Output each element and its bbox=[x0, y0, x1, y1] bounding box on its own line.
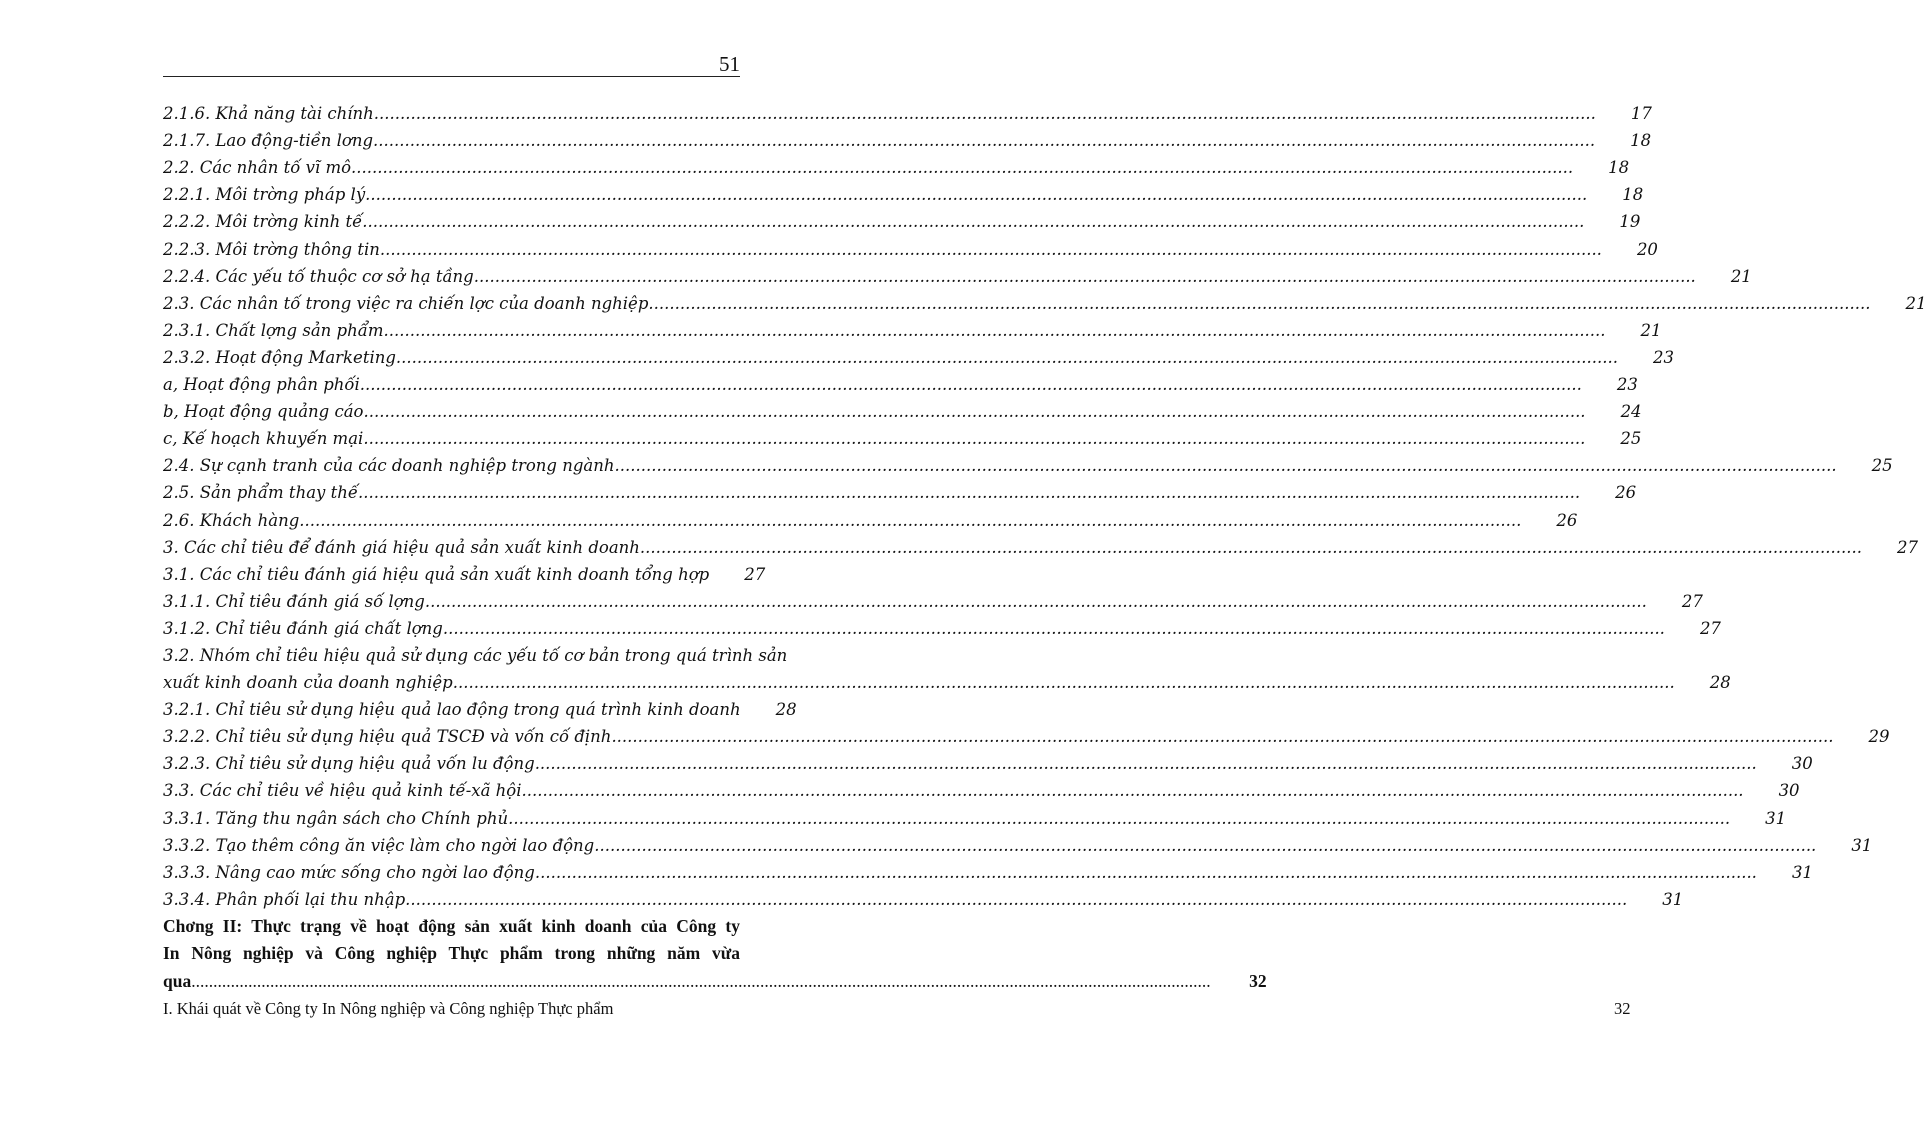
leader-dots bbox=[648, 290, 1870, 317]
leader-dots bbox=[351, 154, 1573, 181]
toc-entry[interactable] bbox=[163, 886, 1684, 913]
toc-entry-page: 28 bbox=[1709, 673, 1731, 693]
leader-dots bbox=[405, 886, 1627, 913]
toc-entry[interactable] bbox=[163, 208, 1641, 235]
toc-entry-text: a, Hoạt động phân phối bbox=[163, 375, 360, 395]
toc-entry-text: 3.1.1. Chỉ tiêu đánh giá số lợng bbox=[163, 591, 425, 611]
toc-entry-text: 3.3. Các chỉ tiêu về hiệu quả kinh tế-xã hội bbox=[163, 781, 522, 801]
toc-entry-page: 25 bbox=[1871, 456, 1893, 476]
leader-dots bbox=[611, 723, 1833, 750]
toc-entry[interactable] bbox=[163, 263, 1752, 290]
toc-entry-text: 2.6. Khách hàng bbox=[163, 510, 300, 530]
toc-entry-page: 18 bbox=[1608, 158, 1630, 178]
toc-entry[interactable] bbox=[163, 127, 1652, 154]
toc-entry-page: 31 bbox=[1851, 835, 1873, 855]
toc-entry[interactable] bbox=[163, 615, 1721, 642]
toc-entry[interactable] bbox=[163, 750, 1813, 777]
leader-dots bbox=[615, 452, 1837, 479]
leader-dots bbox=[364, 398, 1586, 425]
toc-entry-text: 2.1.7. Lao động-tiền lơng bbox=[163, 131, 374, 151]
toc-entry-page: 17 bbox=[1630, 104, 1652, 124]
toc-entry-page: 29 bbox=[1868, 727, 1890, 747]
leader-dots bbox=[535, 750, 1757, 777]
leader-dots bbox=[358, 479, 1580, 506]
toc-entry-text: xuất kinh doanh của doanh nghiệp bbox=[163, 673, 453, 693]
toc-entry[interactable] bbox=[163, 859, 1813, 886]
toc-entry-page: 27 bbox=[1699, 618, 1721, 638]
toc-entry-text: I. Khái quát về Công ty In Nông nghiệp và Công nghiệp Thực phẩm bbox=[163, 999, 614, 1019]
toc-entry[interactable] bbox=[163, 398, 1642, 425]
leader-dots bbox=[380, 236, 1602, 263]
toc-entry-text: 3. Các chỉ tiêu để đánh giá hiệu quả sản xuất kinh doanh bbox=[163, 537, 640, 557]
toc-chapter-2[interactable] bbox=[163, 913, 1267, 995]
toc-list-part2 bbox=[163, 696, 1890, 913]
leader-dots bbox=[191, 968, 1210, 995]
leader-dots bbox=[508, 805, 1730, 832]
toc-entry[interactable] bbox=[163, 479, 1637, 506]
toc-entry[interactable] bbox=[163, 100, 1652, 127]
header-rule bbox=[163, 76, 740, 77]
toc-entry[interactable] bbox=[163, 154, 1630, 181]
toc-entry[interactable] bbox=[163, 832, 1873, 859]
leader-dots bbox=[522, 777, 1744, 804]
toc-entry-text: 3.3.4. Phân phối lại thu nhập bbox=[163, 889, 406, 909]
toc-entry-text: 3.2. Nhóm chỉ tiêu hiệu quả sử dụng các yếu tố cơ bản trong quá trình sản bbox=[163, 645, 788, 665]
toc-entry-page: 27 bbox=[1681, 591, 1703, 611]
toc-entry-page: 31 bbox=[1791, 862, 1813, 882]
leader-dots bbox=[535, 859, 1757, 886]
toc-entry-text: 2.2.4. Các yếu tố thuộc cơ sở hạ tầng bbox=[163, 266, 474, 286]
toc-entry-text: 3.3.2. Tạo thêm công ăn việc làm cho ngời lao động bbox=[163, 835, 595, 855]
toc-entry-continuation bbox=[163, 669, 1731, 696]
toc-entry-page: 18 bbox=[1622, 185, 1644, 205]
toc-entry-page: 32 bbox=[1614, 999, 1631, 1019]
toc-entry-page: 18 bbox=[1630, 131, 1652, 151]
leader-dots bbox=[374, 100, 1596, 127]
toc-entry[interactable] bbox=[163, 371, 1638, 398]
toc-entry[interactable] bbox=[163, 425, 1642, 452]
toc-entry-text: 2.3.1. Chất lợng sản phẩm bbox=[163, 320, 384, 340]
toc-entry-3-2[interactable] bbox=[163, 642, 1731, 696]
toc-entry-text: 3.1. Các chỉ tiêu đánh giá hiệu quả sản xuất kinh doanh tổng hợp bbox=[163, 564, 710, 584]
toc-entry-page: 31 bbox=[1662, 889, 1684, 909]
toc-entry-text: 3.2.2. Chỉ tiêu sử dụng hiệu quả TSCĐ và vốn cố định bbox=[163, 727, 612, 747]
toc-entry-page: 26 bbox=[1556, 510, 1578, 530]
toc-entry[interactable] bbox=[163, 804, 1787, 831]
leader-dots bbox=[365, 181, 1587, 208]
toc-entry-text: b, Hoạt động quảng cáo bbox=[163, 402, 364, 422]
leader-dots bbox=[383, 317, 1605, 344]
toc-entry[interactable] bbox=[163, 290, 1926, 317]
toc-entry-page: 21 bbox=[1905, 293, 1926, 313]
leader-dots bbox=[299, 507, 1521, 534]
toc-entry-page: 21 bbox=[1640, 320, 1662, 340]
table-of-contents bbox=[163, 100, 1926, 1022]
toc-entry-page: 25 bbox=[1620, 429, 1642, 449]
toc-entry-text: 2.4. Sự cạnh tranh của các doanh nghiệp trong ngành bbox=[163, 456, 615, 476]
toc-entry-page: 30 bbox=[1791, 754, 1813, 774]
toc-entry-text: 2.2.2. Môi trờng kinh tế bbox=[163, 212, 363, 232]
toc-entry-text: 3.3.1. Tăng thu ngân sách cho Chính phủ bbox=[163, 808, 509, 828]
toc-entry-page: 27 bbox=[1896, 537, 1918, 557]
toc-entry-text: 2.2.1. Môi trờng pháp lý bbox=[163, 185, 366, 205]
toc-entry[interactable] bbox=[163, 235, 1658, 262]
toc-entry[interactable] bbox=[163, 181, 1644, 208]
toc-entry-page: 23 bbox=[1616, 375, 1638, 395]
toc-list-part1 bbox=[163, 100, 1926, 642]
chapter-title-line: In Nông nghiệp và Công nghiệp Thực phẩm trong những năm vừa bbox=[163, 943, 740, 964]
toc-entry-page: 20 bbox=[1636, 239, 1658, 259]
leader-dots bbox=[594, 832, 1816, 859]
toc-entry[interactable] bbox=[163, 777, 1800, 804]
toc-entry-page: 32 bbox=[1249, 971, 1267, 992]
leader-dots bbox=[363, 425, 1585, 452]
toc-entry-text: 2.2. Các nhân tố vĩ mô bbox=[163, 158, 352, 178]
toc-entry[interactable] bbox=[163, 344, 1674, 371]
toc-entry-page: 24 bbox=[1620, 402, 1642, 422]
chapter-title-line: qua bbox=[163, 971, 192, 992]
leader-dots bbox=[474, 263, 1696, 290]
leader-dots bbox=[362, 208, 1584, 235]
leader-dots bbox=[443, 615, 1665, 642]
toc-entry-text: c, Kế hoạch khuyến mại bbox=[163, 429, 364, 449]
toc-entry[interactable] bbox=[163, 561, 766, 588]
toc-entry[interactable] bbox=[163, 723, 1890, 750]
toc-entry[interactable] bbox=[163, 317, 1662, 344]
toc-entry-text: 2.3. Các nhân tố trong việc ra chiến lợc của doanh nghiệp bbox=[163, 293, 649, 313]
chapter-title-line: Chơng II: Thực trạng về hoạt động sản xuất kinh doanh của Công ty bbox=[163, 915, 740, 936]
toc-entry-text: 3.3.3. Nâng cao mức sống cho ngời lao động bbox=[163, 862, 535, 882]
page-number: 51 bbox=[719, 52, 740, 76]
toc-entry-page: 27 bbox=[744, 564, 766, 584]
toc-entry-page: 21 bbox=[1730, 266, 1752, 286]
toc-entry-text: 3.2.1. Chỉ tiêu sử dụng hiệu quả lao động trong quá trình kinh doanh bbox=[163, 700, 741, 720]
chapter-title-final-line bbox=[163, 968, 1267, 995]
toc-entry-text: 3.1.2. Chỉ tiêu đánh giá chất lợng bbox=[163, 618, 443, 638]
toc-entry[interactable] bbox=[163, 452, 1893, 479]
toc-entry-page: 31 bbox=[1765, 808, 1787, 828]
leader-dots bbox=[373, 127, 1595, 154]
toc-entry-text: 2.2.3. Môi trờng thông tin bbox=[163, 239, 380, 259]
toc-entry-text: 2.5. Sản phẩm thay thế bbox=[163, 483, 359, 503]
toc-entry-text: 2.3.2. Hoạt động Marketing bbox=[163, 347, 396, 367]
leader-dots bbox=[396, 344, 1618, 371]
toc-entry[interactable] bbox=[163, 534, 1918, 561]
toc-entry-page: 19 bbox=[1619, 212, 1641, 232]
toc-entry[interactable] bbox=[163, 696, 797, 723]
leader-dots bbox=[640, 534, 1862, 561]
toc-entry-text: 3.2.3. Chỉ tiêu sử dụng hiệu quả vốn lu động bbox=[163, 754, 535, 774]
leader-dots bbox=[453, 669, 1675, 696]
toc-entry-text: 2.1.6. Khả năng tài chính bbox=[163, 104, 374, 124]
leader-dots bbox=[425, 588, 1647, 615]
toc-entry-page: 28 bbox=[775, 700, 797, 720]
toc-entry[interactable] bbox=[163, 506, 1578, 533]
leader-dots bbox=[360, 371, 1582, 398]
toc-entry-page: 26 bbox=[1615, 483, 1637, 503]
toc-entry-section-I[interactable] bbox=[163, 995, 1631, 1022]
toc-entry-page: 23 bbox=[1652, 347, 1674, 367]
toc-entry[interactable] bbox=[163, 588, 1703, 615]
toc-entry-page: 30 bbox=[1778, 781, 1800, 801]
